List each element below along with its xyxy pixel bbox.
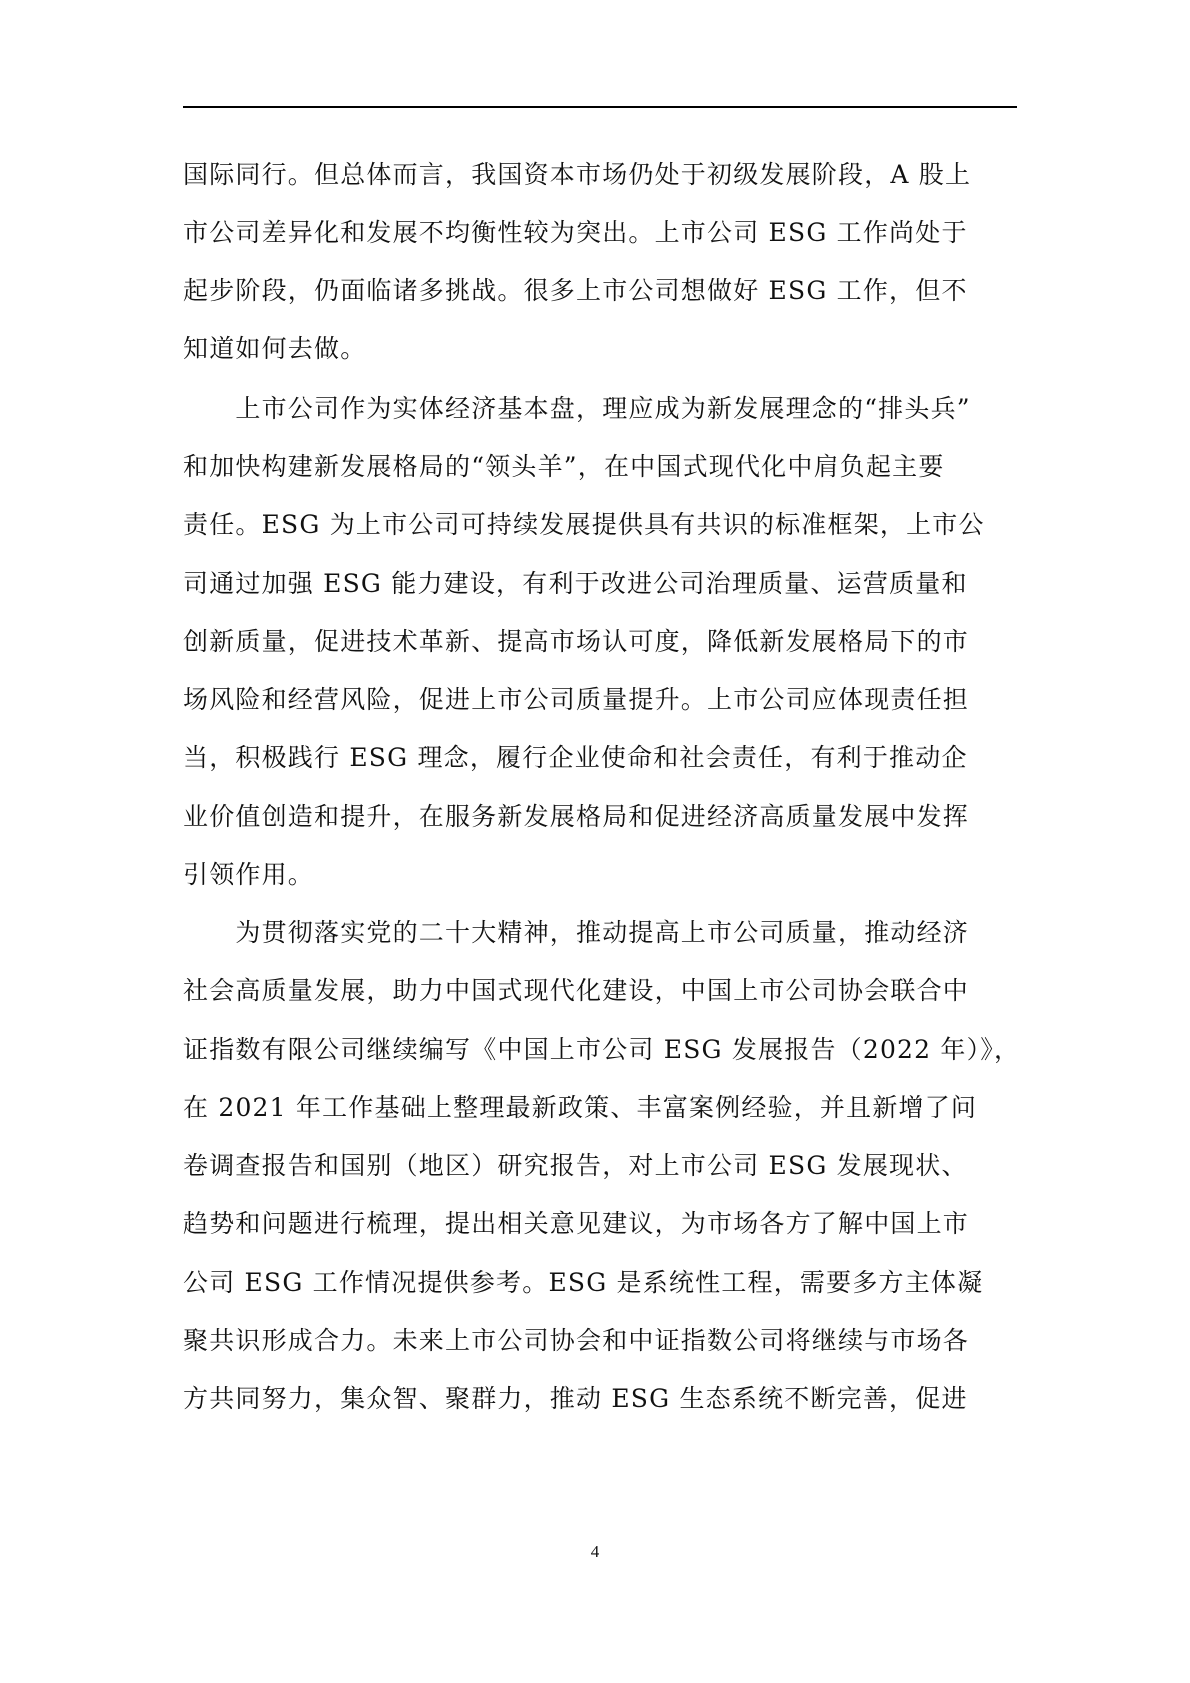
header-rule (183, 106, 1017, 108)
text-line: 方共同努力，集众智、聚群力，推动 ESG 生态系统不断完善，促进 (183, 1384, 968, 1413)
text-line: 聚共识形成合力。未来上市公司协会和中证指数公司将继续与市场各 (183, 1326, 970, 1355)
text-line: 公司 ESG 工作情况提供参考。ESG 是系统性工程，需要多方主体凝 (183, 1268, 984, 1297)
text-line: 责任。ESG 为上市公司可持续发展提供具有共识的标准框架，上市公 (183, 510, 985, 539)
text-line: 和加快构建新发展格局的“领头羊”，在中国式现代化中肩负起主要 (183, 452, 945, 481)
text-line: 知道如何去做。 (183, 334, 367, 363)
text-line: 趋势和问题进行梳理，提出相关意见建议，为市场各方了解中国上市 (183, 1209, 970, 1238)
text-line: 证指数有限公司继续编写《中国上市公司 ESG 发展报告（2022 年）》， (183, 1035, 1021, 1064)
text-line: 司通过加强 ESG 能力建设，有利于改进公司治理质量、运营质量和 (183, 569, 968, 598)
text-line: 起步阶段，仍面临诸多挑战。很多上市公司想做好 ESG 工作，但不 (183, 276, 968, 305)
text-line: 场风险和经营风险，促进上市公司质量提升。上市公司应体现责任担 (183, 685, 970, 714)
text-line: 国际同行。但总体而言，我国资本市场仍处于初级发展阶段，A 股上 (183, 160, 972, 189)
text-line: 创新质量，促进技术革新、提高市场认可度，降低新发展格局下的市 (183, 627, 970, 656)
text-line: 社会高质量发展，助力中国式现代化建设，中国上市公司协会联合中 (183, 976, 970, 1005)
text-line: 当，积极践行 ESG 理念，履行企业使命和社会责任，有利于推动企 (183, 743, 968, 772)
text-line: 市公司差异化和发展不均衡性较为突出。上市公司 ESG 工作尚处于 (183, 218, 968, 247)
text-line: 为贯彻落实党的二十大精神，推动提高上市公司质量，推动经济 (183, 918, 970, 947)
page-number: 4 (590, 1542, 600, 1561)
text-line: 卷调查报告和国别（地区）研究报告，对上市公司 ESG 发展现状、 (183, 1151, 968, 1180)
text-line: 业价值创造和提升，在服务新发展格局和促进经济高质量发展中发挥 (183, 802, 970, 831)
text-line: 在 2021 年工作基础上整理最新政策、丰富案例经验，并且新增了问 (183, 1093, 978, 1122)
text-line: 上市公司作为实体经济基本盘，理应成为新发展理念的“排头兵” (183, 394, 971, 423)
text-line: 引领作用。 (183, 860, 315, 889)
